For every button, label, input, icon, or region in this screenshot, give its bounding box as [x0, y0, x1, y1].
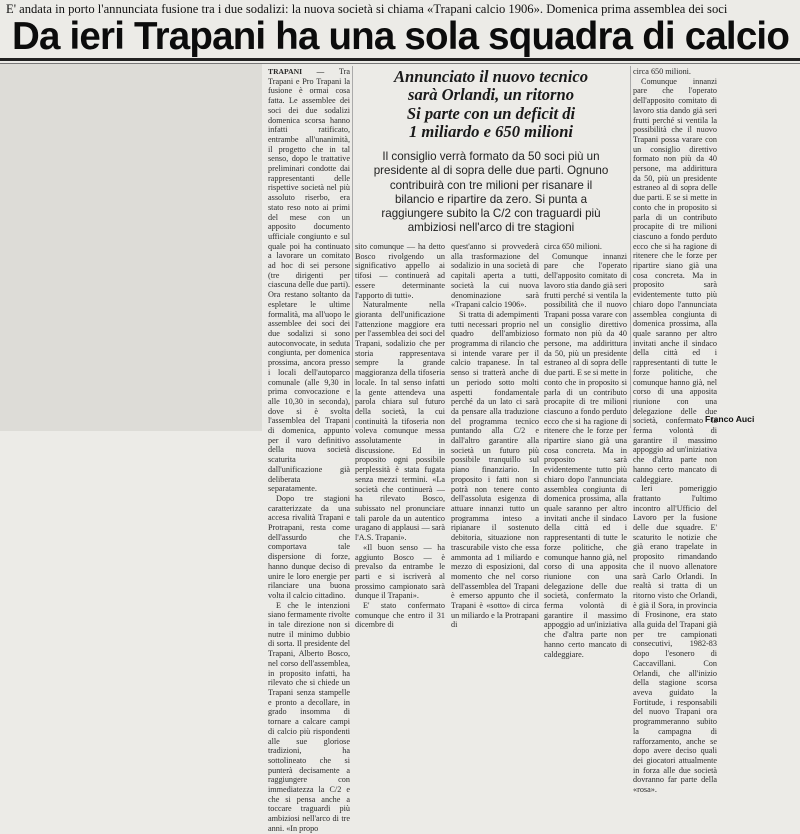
article-column-3 — [451, 242, 539, 630]
highlight-line-2: sarà Orlandi, un ritorno — [407, 85, 574, 105]
column-separator-right — [630, 66, 631, 428]
column-2-paragraph-2: Naturalmente nella gioranta dell'unificazione l'attenzione maggiore era per l'assemblea dei soci del Trapani, sodalizio che per storia rappresentava sempre la grande maggioranza della tifoseria locale. In tal senso infatti la gente attendeva una parola chiara sul futuro della società, la cui continuità la tifoseria non voleva comunque messa assolutamente in discussione. Ed in proposito ogni possibile perplessità è stata fugata senza mezzi termini. «La società che continuerà — ha rilevato Bosco, subissato nel pronunciare tali parole da un autentico uragano di applausi — sarà l'A.S. Trapani». — [355, 300, 445, 543]
summary-line-6: ambiziosi nell'arco di tre stagioni — [407, 221, 575, 235]
column-1-paragraph-2: Dopo tre stagioni caratterizzate da una accesa rivalità Trapani e Protrapani, resta come dell'assurdo che comportava tale dispersione di forze, hanno dunque deciso di unire le loro energie per rilanciare una buona volta il calcio cittadino. — [268, 493, 350, 600]
column-4-paragraph-2: Comunque innanzi pare che l'operato dell'apposito comitato di lavoro stia dando già seri frutti perché si ventila la possibilità che il nuovo Trapani possa varare con un consiglio direttivo formato non più da 40 persone, ma addirittura da 50, più un presidente estraneo al di sopra delle due parti. E se si mette in conto che in proposito si parla di un contributo procapite di tre milioni ciascuno a fondo perduto ecco che si ha ragione di ritenere che le forze per ripartire siano già una cosa concreta. Ma in proposito sarà evidentemente tutto più chiaro dopo l'annunciata assemblea congiunta di domenica prossima, alla quale saranno per altro invitati anche il sindaco della città ed i rappresentanti di tutte le forze politiche, che comunque hanno già, nel corso di una apposita riunione con una delegazione delle due società, confermato la ferma volontà di garantire il massimo appoggio ad un'iniziativa che d'altra parte non hanno certo mancato di caldeggiare. — [544, 251, 627, 659]
left-margin-strip — [0, 64, 262, 431]
highlight-line-1: Annunciato il nuovo tecnico — [393, 67, 589, 86]
column-2-paragraph-3: «Il buon senso — ha aggiunto Bosco — è prevalso da entrambe le parti e si iscriverà al prossimo campionato sarà dunque il Trapani». — [355, 542, 445, 601]
highlight-line-4: 1 miliardo e 650 milioni — [408, 122, 574, 142]
kicker: E' andata in porto l'annunciata fusione tra i due sodalizi: la nuova società si chiama «Trapani calcio 1906». Domenica prima assemblea dei soci — [6, 2, 728, 16]
headline-rule — [0, 58, 800, 61]
column-1-paragraph-3: E che le intenzioni siano fermamente rivolte in tale direzione non si nutre il minimo dubbio di sorta. Il presidente del Trapani, Alberto Bosco, nel corso dell'assemblea, in proposito infatti, ha rilevato che si chiede un Trapani senza stampelle e pronto a decollare, in grado insomma di tornare a calcare campi di calcio più rispondenti alle sue gloriose tradizioni, ha sottolineato che si punterà decisamente a raggiungere con immediatezza la C/2 e che si pensa anche a toccare traguardi più ambiziosi nell'arco di tre anni. «In propo — [268, 600, 350, 833]
highlight-line-3: Si parte con un deficit di — [406, 103, 576, 123]
column-5-paragraph-1: circa 650 milioni. — [633, 67, 691, 76]
column-2-paragraph-1: sito comunque — ha detto Bosco rivolgendo un significativo appello ai tifosi — continuerà ad essere determinante l'apporto di tutti». — [355, 242, 445, 300]
summary — [355, 150, 627, 236]
summary-line-3: contribuirà con tre milioni per risanare il — [389, 178, 593, 192]
column-separator — [352, 66, 353, 428]
column-3-paragraph-1: quest'anno si provvederà alla trasformazione del sodalizio in una società di capitali aperta a tutti, società la cui nuova denominazione sarà «Trapani calcio 1906». — [451, 242, 539, 310]
headline: Da ieri Trapani ha una sola squadra di calcio — [12, 15, 790, 58]
author-byline: Franco Auci — [705, 414, 755, 424]
column-2-paragraph-4: E' stato confermato comunque che entro il 31 dicembre di — [355, 601, 445, 630]
article-column-4 — [544, 242, 627, 659]
article-column-1 — [268, 67, 350, 833]
highlight-box — [355, 68, 627, 142]
column-4-paragraph-1: circa 650 milioni. — [544, 242, 602, 251]
article-column-2 — [355, 242, 445, 630]
summary-line-2: presidente al di sopra delle due parti. Ognuno — [373, 164, 609, 178]
column-5-paragraph-3: Ieri pomeriggio frattanto l'ultimo incontro all'Ufficio del Lavoro per la fusione delle due squadre. E' scaturito le notizie che già erano trapelate in proposito rimandando che il nuovo allenatore sarà Carlo Orlandi. In realtà si tratta di un ritorno visto che Orlandi, è già il Sora, in provincia di Frosinone, era stato alla guida del Trapani già per tre campionati consecutivi, 1982-83 dopo l'esonero di Caccavillani. Con Orlandi, che all'inizio della stagione scorsa aveva guidato la Fortitude, i responsabili del nuovo Trapani ora programmeranno subito la campagna di rafforzamento, anche se dopo avere deciso quali dei giocatori attualmente in forza alle due società dovranno far parte della «rosa». — [633, 484, 717, 795]
column-3-paragraph-2: Si tratta di adempimenti tutti necessari proprio nel quadro dell'ambizioso programma di rilancio che si intende varare per il calcio trapanese. In tal senso si tratterà anche di un periodo sotto molti aspetti fondamentale perché da un lato ci sarà da pensare alla traduzione del programma tecnico puntando alla C/2 e dall'altro garantire alla società un futuro più possibile tranquillo sul piano finanziario. In proposito i fatti non si potrà non tenere conto dell'assoluta esigenza di attuare innanzi tutto un programma inteso a ripianare il sostenuto debitoria, situazione non trascurabile visto che essa ammonta ad 1 miliardo e mezzo di esposizioni, dal momento che nel corso dell'assemblea del Trapani è emerso appunto che il Trapani è «sotto» di circa un miliardo e la Protrapani di — [451, 309, 539, 630]
summary-line-5: raggiungere subito la C/2 con traguardi più — [381, 207, 601, 221]
summary-line-4: bilancio e ripartire da zero. Si punta a — [394, 192, 588, 206]
dateline: TRAPANI — — [268, 67, 325, 76]
summary-line-1: Il consiglio verrà formato da 50 soci più un — [382, 150, 600, 163]
article-column-5 — [633, 67, 717, 795]
column-5-paragraph-2: Comunque innanzi pare che l'operato dell'apposito comitato di lavoro stia dando già seri frutti perché si ventila la possibilità che il nuovo Trapani possa varare con un consiglio direttivo formato non più da 40 persone, ma addirittura da 50, più un presidente estraneo al di sopra delle due parti. E se si mette in conto che in proposito si parla di un contributo procapite di tre milioni ciascuno a fondo perduto ecco che si ha ragione di ritenere che le forze per ripartire siano già una cosa concreta. Ma in proposito sarà evidentemente tutto più chiaro dopo l'annunciata assemblea congiunta di domenica prossima, alla quale saranno per altro invitati anche il sindaco della città ed i rappresentanti di tutte le forze politiche, che comunque hanno già, nel corso di una apposita riunione con una delegazione delle due società, confermato la ferma volontà di garantire il massimo appoggio ad un'iniziativa che d'altra parte non hanno certo mancato di caldeggiare. — [633, 76, 717, 484]
column-1-paragraph-1: TRAPANI — Tra Trapani e Pro Trapani la fusione è ormai cosa fatta. Le assemblee dei soci dei due sodalizi domenica scorsa hanno infatti ratificato, entrambe all'unanimità, il progetto che in tal senso, dopo le trattative preliminari condotte dai rappresentanti delle rispettive società nel più assoluto riserbo, era stato reso noto ai primi del mese con un apposito documento ufficiale congiunto e sul quale poi ha continuato a lavorare un comitato ad hoc di sei persone (tre dirigenti per ciascuna delle due parti). Ora restano soltanto da espletare le ultime formalità, ma all'uopo le assemblee dei soci dei due sodalizi si sono autoconvocate, in seduta congiunta, per domenica prossima, ancora presso i locali dell'autoparco comunale (alle 9,30 in prima convocazione e alle 10,30 in seconda), dove si è svolta l'assemblea del Trapani di domenica, appunto per il varo definitivo della nuova società scaturita dall'unificazione già deliberata separatamente. — [268, 67, 350, 494]
